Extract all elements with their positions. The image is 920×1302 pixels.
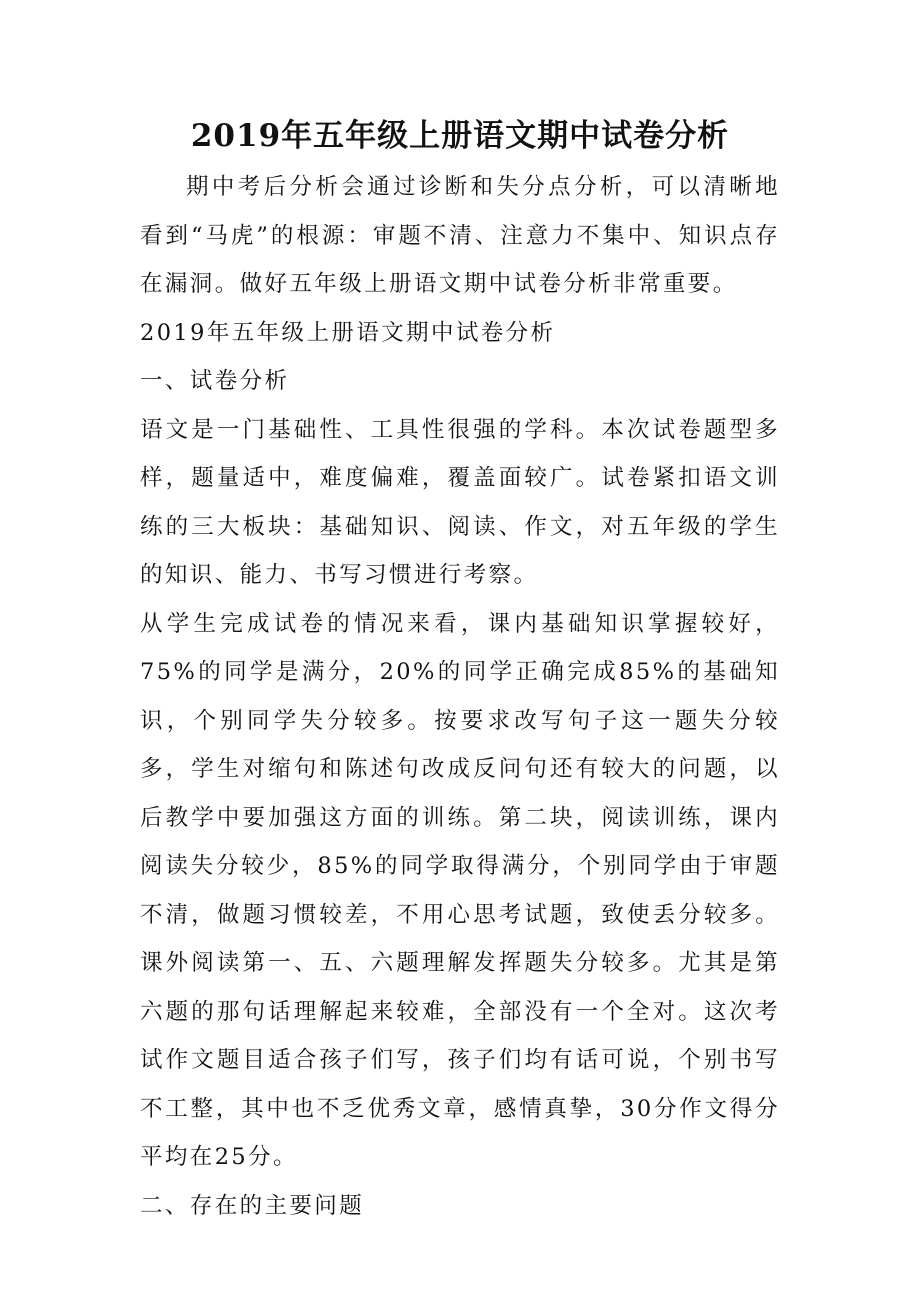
document-body bbox=[140, 163, 780, 1230]
subtitle-line: 2019年五年级上册语文期中试卷分析 bbox=[140, 319, 556, 346]
section-heading-1: 一、试卷分析 bbox=[140, 368, 290, 394]
section-1-paragraph-2: 从学生完成试卷的情况来看，课内基础知识掌握较好，75%的同学是满分，20%的同学正确完成85%的基础知识，个别同学失分较多。按要求改写句子这一题失分较多，学生对缩句和陈述句改成反问句还有较大的问题，以后教学中要加强这方面的训练。第二块，阅读训练，课内阅读失分较少，85%的同学取得满分，个别同学由于审题不清，做题习惯较差，不用心思考试题，致使丢分较多。课外阅读第一、五、六题理解发挥题失分较多。尤其是第六题的那句话理解起来较难，全部没有一个全对。这次考试作文题目适合孩子们写，孩子们均有话可说，个别书写不工整，其中也不乏优秀文章，感情真挚，30分作文得分平均在25分。 bbox=[140, 610, 780, 1170]
section-1-paragraph-1: 语文是一门基础性、工具性很强的学科。本次试卷题型多样，题量适中，难度偏难，覆盖面较广。试卷紧扣语文训练的三大板块：基础知识、阅读、作文，对五年级的学生的知识、能力、书写习惯进行考察。 bbox=[140, 416, 780, 588]
intro-paragraph: 期中考后分析会通过诊断和失分点分析，可以清晰地看到“马虎”的根源：审题不清、注意力不集中、知识点存在漏洞。做好五年级上册语文期中试卷分析非常重要。 bbox=[140, 174, 780, 297]
section-heading-2: 二、存在的主要问题 bbox=[140, 1192, 365, 1219]
document-title: 2019年五年级上册语文期中试卷分析 bbox=[190, 118, 730, 154]
